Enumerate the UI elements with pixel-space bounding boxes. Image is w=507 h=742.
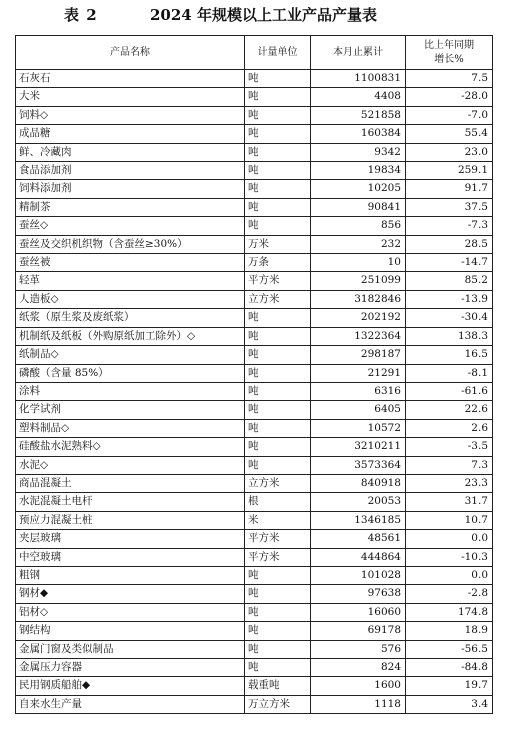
product-name-cell: 鲜、冷藏肉: [16, 143, 245, 161]
cumulative-value-cell: 19834: [311, 162, 406, 180]
cumulative-value-cell: 21291: [311, 364, 406, 382]
product-name-cell: 轻革: [16, 272, 245, 290]
product-name-cell: 金属压力容器: [16, 659, 245, 677]
header-unit: 计量单位: [245, 36, 311, 70]
unit-cell: 吨: [245, 125, 311, 143]
product-name-cell: 石灰石: [16, 70, 245, 88]
cumulative-value-cell: 6405: [311, 401, 406, 419]
unit-cell: 万立方米: [245, 695, 311, 713]
table-row: [16, 382, 493, 400]
table-row: [16, 659, 493, 677]
unit-cell: 吨: [245, 180, 311, 198]
unit-cell: 吨: [245, 566, 311, 584]
product-name-cell: 机制纸及纸板（外购原纸加工除外）◇: [16, 327, 245, 345]
product-name-cell: 饲料◇: [16, 106, 245, 124]
table-title: 2024 年规模以上工业产品产量表: [150, 6, 377, 24]
cumulative-value-cell: 202192: [311, 309, 406, 327]
growth-cell: -8.1: [406, 364, 493, 382]
table-row: [16, 401, 493, 419]
table-row: [16, 474, 493, 492]
header-growth-line2: 增长%: [434, 53, 464, 65]
unit-cell: 吨: [245, 382, 311, 400]
product-name-cell: 硅酸盐水泥熟料◇: [16, 438, 245, 456]
cumulative-value-cell: 10205: [311, 180, 406, 198]
product-name-cell: 塑料制品◇: [16, 419, 245, 437]
growth-cell: 174.8: [406, 603, 493, 621]
cumulative-value-cell: 97638: [311, 585, 406, 603]
table-row: [16, 548, 493, 566]
cumulative-value-cell: 10: [311, 254, 406, 272]
unit-cell: 吨: [245, 70, 311, 88]
unit-cell: 吨: [245, 603, 311, 621]
table-row: [16, 585, 493, 603]
unit-cell: 万条: [245, 254, 311, 272]
growth-cell: 85.2: [406, 272, 493, 290]
unit-cell: 吨: [245, 401, 311, 419]
product-name-cell: 蚕丝◇: [16, 217, 245, 235]
growth-cell: 7.3: [406, 456, 493, 474]
table-row: [16, 235, 493, 253]
product-name-cell: 水泥◇: [16, 456, 245, 474]
cumulative-value-cell: 232: [311, 235, 406, 253]
product-name-cell: 钢材◆: [16, 585, 245, 603]
unit-cell: 平方米: [245, 272, 311, 290]
table-row: [16, 530, 493, 548]
header-growth: [406, 36, 493, 70]
unit-cell: 吨: [245, 88, 311, 106]
table-row: [16, 346, 493, 364]
table-row: [16, 143, 493, 161]
cumulative-value-cell: 6316: [311, 382, 406, 400]
unit-cell: 根: [245, 493, 311, 511]
unit-cell: 吨: [245, 162, 311, 180]
cumulative-value-cell: 576: [311, 640, 406, 658]
product-name-cell: 饲料添加剂: [16, 180, 245, 198]
unit-cell: 吨: [245, 143, 311, 161]
cumulative-value-cell: 1346185: [311, 511, 406, 529]
growth-cell: -28.0: [406, 88, 493, 106]
unit-cell: 吨: [245, 106, 311, 124]
growth-cell: -56.5: [406, 640, 493, 658]
unit-cell: 吨: [245, 419, 311, 437]
table-row: [16, 603, 493, 621]
cumulative-value-cell: 48561: [311, 530, 406, 548]
growth-cell: 0.0: [406, 566, 493, 584]
table-row: [16, 70, 493, 88]
product-name-cell: 金属门窗及类似制品: [16, 640, 245, 658]
growth-cell: 259.1: [406, 162, 493, 180]
header-cumulative: 本月止累计: [311, 36, 406, 70]
table-body: [16, 70, 493, 714]
cumulative-value-cell: 521858: [311, 106, 406, 124]
unit-cell: 吨: [245, 585, 311, 603]
product-name-cell: 自来水生产量: [16, 695, 245, 713]
growth-cell: -7.3: [406, 217, 493, 235]
growth-cell: 2.6: [406, 419, 493, 437]
unit-cell: 吨: [245, 438, 311, 456]
product-name-cell: 蚕丝及交织机织物（含蚕丝≥30%）: [16, 235, 245, 253]
table-row: [16, 511, 493, 529]
cumulative-value-cell: 69178: [311, 622, 406, 640]
table-row: [16, 217, 493, 235]
unit-cell: 吨: [245, 640, 311, 658]
unit-cell: 载重吨: [245, 677, 311, 695]
growth-cell: -3.5: [406, 438, 493, 456]
table-row: [16, 438, 493, 456]
growth-cell: 22.6: [406, 401, 493, 419]
table-header-row: [16, 36, 493, 70]
growth-cell: 23.0: [406, 143, 493, 161]
table-row: [16, 622, 493, 640]
growth-cell: 10.7: [406, 511, 493, 529]
cumulative-value-cell: 856: [311, 217, 406, 235]
unit-cell: 吨: [245, 622, 311, 640]
cumulative-value-cell: 20053: [311, 493, 406, 511]
table-row: [16, 254, 493, 272]
product-name-cell: 夹层玻璃: [16, 530, 245, 548]
product-name-cell: 铝材◇: [16, 603, 245, 621]
growth-cell: -84.8: [406, 659, 493, 677]
product-name-cell: 人造板◇: [16, 290, 245, 308]
unit-cell: 平方米: [245, 530, 311, 548]
table-row: [16, 677, 493, 695]
production-table: [15, 35, 493, 714]
table-row: [16, 198, 493, 216]
table-row: [16, 566, 493, 584]
product-name-cell: 商品混凝土: [16, 474, 245, 492]
table-row: [16, 640, 493, 658]
table-row: [16, 695, 493, 713]
cumulative-value-cell: 3182846: [311, 290, 406, 308]
product-name-cell: 预应力混凝土桩: [16, 511, 245, 529]
table-row: [16, 180, 493, 198]
product-name-cell: 纸制品◇: [16, 346, 245, 364]
product-name-cell: 成品糖: [16, 125, 245, 143]
unit-cell: 吨: [245, 659, 311, 677]
table-row: [16, 272, 493, 290]
growth-cell: -2.8: [406, 585, 493, 603]
growth-cell: -14.7: [406, 254, 493, 272]
growth-cell: 0.0: [406, 530, 493, 548]
unit-cell: 吨: [245, 309, 311, 327]
product-name-cell: 涂料: [16, 382, 245, 400]
title-row: [0, 4, 507, 26]
growth-cell: 37.5: [406, 198, 493, 216]
growth-cell: 18.9: [406, 622, 493, 640]
unit-cell: 吨: [245, 327, 311, 345]
product-name-cell: 民用钢质船舶◆: [16, 677, 245, 695]
header-product-name: 产品名称: [16, 36, 245, 70]
growth-cell: -13.9: [406, 290, 493, 308]
cumulative-value-cell: 824: [311, 659, 406, 677]
product-name-cell: 磷酸（含量 85%）: [16, 364, 245, 382]
unit-cell: 立方米: [245, 474, 311, 492]
unit-cell: 吨: [245, 198, 311, 216]
table-row: [16, 327, 493, 345]
cumulative-value-cell: 1118: [311, 695, 406, 713]
unit-cell: 吨: [245, 346, 311, 364]
unit-cell: 平方米: [245, 548, 311, 566]
table-row: [16, 290, 493, 308]
product-name-cell: 大米: [16, 88, 245, 106]
growth-cell: 7.5: [406, 70, 493, 88]
growth-cell: 55.4: [406, 125, 493, 143]
unit-cell: 吨: [245, 217, 311, 235]
table-row: [16, 88, 493, 106]
product-name-cell: 蚕丝被: [16, 254, 245, 272]
table-row: [16, 456, 493, 474]
product-name-cell: 纸浆（原生浆及废纸浆）: [16, 309, 245, 327]
growth-cell: 28.5: [406, 235, 493, 253]
unit-cell: 吨: [245, 364, 311, 382]
growth-cell: -30.4: [406, 309, 493, 327]
cumulative-value-cell: 1600: [311, 677, 406, 695]
cumulative-value-cell: 3573364: [311, 456, 406, 474]
growth-cell: -61.6: [406, 382, 493, 400]
table-number: 表 2: [64, 6, 98, 24]
cumulative-value-cell: 160384: [311, 125, 406, 143]
unit-cell: 米: [245, 511, 311, 529]
cumulative-value-cell: 4408: [311, 88, 406, 106]
cumulative-value-cell: 1322364: [311, 327, 406, 345]
cumulative-value-cell: 101028: [311, 566, 406, 584]
growth-cell: -7.0: [406, 106, 493, 124]
growth-cell: 3.4: [406, 695, 493, 713]
growth-cell: 19.7: [406, 677, 493, 695]
cumulative-value-cell: 3210211: [311, 438, 406, 456]
product-name-cell: 粗钢: [16, 566, 245, 584]
cumulative-value-cell: 9342: [311, 143, 406, 161]
product-name-cell: 中空玻璃: [16, 548, 245, 566]
cumulative-value-cell: 10572: [311, 419, 406, 437]
growth-cell: -10.3: [406, 548, 493, 566]
growth-cell: 138.3: [406, 327, 493, 345]
growth-cell: 31.7: [406, 493, 493, 511]
growth-cell: 23.3: [406, 474, 493, 492]
cumulative-value-cell: 840918: [311, 474, 406, 492]
cumulative-value-cell: 16060: [311, 603, 406, 621]
table-row: [16, 364, 493, 382]
product-name-cell: 食品添加剂: [16, 162, 245, 180]
table-row: [16, 162, 493, 180]
table-row: [16, 309, 493, 327]
cumulative-value-cell: 1100831: [311, 70, 406, 88]
unit-cell: 立方米: [245, 290, 311, 308]
product-name-cell: 精制茶: [16, 198, 245, 216]
unit-cell: 万米: [245, 235, 311, 253]
cumulative-value-cell: 90841: [311, 198, 406, 216]
growth-cell: 16.5: [406, 346, 493, 364]
unit-cell: 吨: [245, 456, 311, 474]
header-growth-line1: 比上年同期: [424, 39, 474, 51]
table-row: [16, 493, 493, 511]
table-row: [16, 125, 493, 143]
table-row: [16, 419, 493, 437]
cumulative-value-cell: 298187: [311, 346, 406, 364]
growth-cell: 91.7: [406, 180, 493, 198]
product-name-cell: 水泥混凝土电杆: [16, 493, 245, 511]
cumulative-value-cell: 251099: [311, 272, 406, 290]
table-row: [16, 106, 493, 124]
cumulative-value-cell: 444864: [311, 548, 406, 566]
product-name-cell: 钢结构: [16, 622, 245, 640]
product-name-cell: 化学试剂: [16, 401, 245, 419]
